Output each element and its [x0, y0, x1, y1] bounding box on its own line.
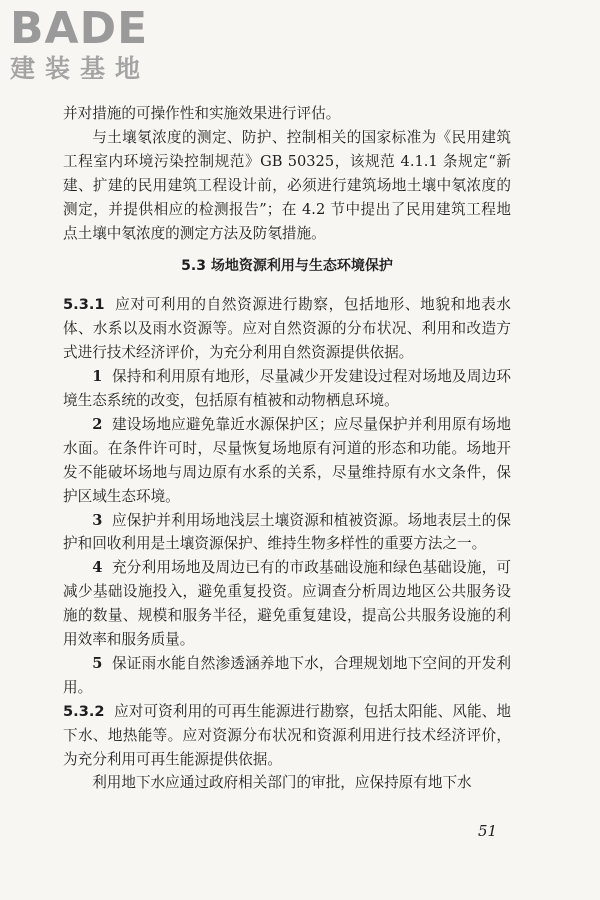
- item-text: 充分利用场地及周边已有的市政基础设施和绿色基础设施，可减少基础设施投入，避免重复投资。应调查分析周边地区公共服务设施的数量、规模和服务半径，避免重复建设，提高公共服务设施的利用效率和服务质量。: [63, 559, 511, 649]
- clause-text: 应对可利用的自然资源进行勘察，包括地形、地貌和地表水体、水系以及雨水资源等。应对自然资源的分布状况、利用和改造方式进行技术经济评价，为充分利用自然资源提供依据。: [63, 296, 511, 362]
- clause-5-3-1: [63, 293, 511, 365]
- clause-text: 应对可资利用的可再生能源进行勘察，包括太阳能、风能、地下水、地热能等。应对资源分布状况和资源利用进行技术经济评价，为充分利用可再生能源提供依据。: [63, 702, 511, 768]
- section-heading: 5.3 场地资源利用与生态环境保护: [181, 258, 393, 275]
- page-number: 51: [478, 822, 498, 840]
- item-number: 4: [92, 559, 103, 577]
- list-item: [63, 509, 511, 557]
- logo-wordmark: BADE: [10, 3, 149, 54]
- clause-number: 5.3.2: [63, 702, 105, 720]
- list-item: [63, 652, 511, 700]
- logo-subtitle: 建装基地: [10, 54, 151, 83]
- logo: [10, 3, 151, 84]
- clause-number: 5.3.1: [63, 296, 105, 314]
- item-text: 应保护并利用场地浅层土壤资源和植被资源。场地表层土的保护和回收利用是土壤资源保护、维持生物多样性的重要方法之一。: [63, 511, 511, 553]
- document-body: [63, 102, 511, 795]
- item-number: 1: [92, 368, 103, 386]
- list-item: [63, 413, 511, 509]
- item-text: 保证雨水能自然渗透涵养地下水，合理规划地下空间的开发利用。: [63, 654, 511, 696]
- paragraph: 利用地下水应通过政府相关部门的审批，应保持原有地下水: [92, 774, 472, 792]
- item-text: 建设场地应避免靠近水源保护区；应尽量保护并利用原有场地水面。在条件许可时，尽量恢复场地原有河道的形态和功能。场地开发不能破坏场地与周边原有水系的关系，尽量维持原有水文条件，保护区域生态环境。: [63, 415, 511, 505]
- item-number: 5: [92, 654, 103, 672]
- paragraph: 与土壤氡浓度的测定、防护、控制相关的国家标准为《民用建筑工程室内环境污染控制规范》GB 50325，该规范 4.1.1 条规定“新建、扩建的民用建筑工程设计前，必须进行建筑场地土壤中氡浓度的测定，并提供相应的检测报告”；在 4.2 节中提出了民用建筑工程地点土壤中氡浓度的测定方法及防氡措施。: [63, 128, 511, 242]
- clause-5-3-2: [63, 700, 511, 772]
- item-number: 3: [92, 511, 103, 529]
- list-item: [63, 556, 511, 652]
- list-item: [63, 365, 511, 413]
- item-text: 保持和利用原有地形，尽量减少开发建设过程对场地及周边环境生态系统的改变，包括原有植被和动物栖息环境。: [63, 368, 511, 409]
- item-number: 2: [92, 415, 103, 433]
- paragraph: 并对措施的可操作性和实施效果进行评估。: [63, 105, 341, 122]
